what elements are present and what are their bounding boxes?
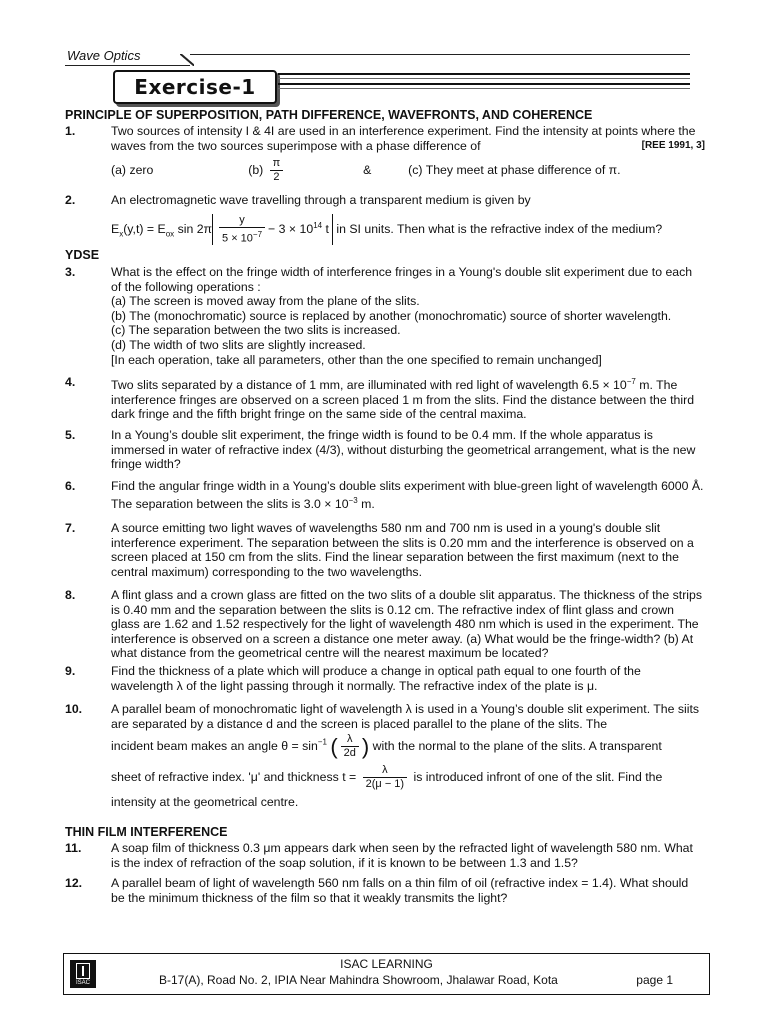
question-text: Find the thickness of a plate which will produce a change in optical path equal to one fourth of the wavelength λ of the light passing through it normally. The refractive index of the plate is μ. [111,664,641,693]
question-text: Two sources of intensity I & 4I are used in an interference experiment. Find the intensity at points where the waves from the two sources superimpose with a phase difference of [111,124,696,153]
question-number: 12. [65,876,83,890]
question-5 [65,428,705,472]
header-rule-top [190,54,690,55]
question-4: 4. Two slits separated by a distance of 1 mm, are illuminated with red light of wavelength $6.5 \times 10^{-7}$ m. The interference fringes are observed on a screen placed 1 m from the slits. Find the distance between the third dark fringe and the fifth bright fringe on the same side of the central maxima. [65,375,695,422]
isac-logo-icon: ISAC [70,960,96,988]
question-text: A parallel beam of light of wavelength 560 nm falls on a thin film of oil (refractive index = 1.4). What should be the minimum thickness of the film so that it weakly transmits the light? [111,876,689,905]
chapter-title: Wave Optics [67,48,141,63]
list-item: (b) The (monochromatic) source is replaced by another (monochromatic) source of shorter wavelength. [111,308,672,323]
footer-org: ISAC LEARNING [340,957,433,971]
question-text: A soap film of thickness 0.3 μm appears dark when seen by the refracted light of wavelength 580 nm. What is the index of refraction of the soap solution, if it is known to be between 1.3 and 1.5? [111,841,693,870]
fraction: $\frac{\lambda}{2(\mu - 1)}$ [363,764,407,791]
question-1 [65,124,705,184]
question-7 [65,521,705,579]
question-number: 9. [65,664,76,678]
exercise-title: Exercise-1 [134,75,256,99]
question-number: 5. [65,428,76,442]
question-number: 1. [65,124,76,138]
section-heading: PRINCIPLE OF SUPERPOSITION, PATH DIFFERENCE, WAVEFRONTS, AND COHERENCE [65,108,593,122]
header-rule [65,65,190,66]
question-number: 10. [65,702,83,716]
option-c: (c) They meet at phase difference of π. [408,162,621,177]
footer [63,953,710,995]
list-item: (d) The width of two slits are slightly increased. [111,337,366,352]
question-number: 4. [65,375,76,389]
option-a: (a) zero [111,162,154,177]
fraction: $\frac{\pi}{2}$ [270,157,284,184]
question-text: What is the effect on the fringe width of interference fringes in a Young's double slit experiment due to each of the following operations : [111,265,693,294]
reference-tag: [REE 1991, 3] [641,139,705,151]
question-6: 6. Find the angular fringe width in a Young’s double slits experiment with blue-green light of wavelength 6000 Å. The separation between the slits is $3.0 \times 10^{-3}$ m. [65,479,704,511]
question-text: A parallel beam of monochromatic light of wavelength λ is used in a Young’s double slit experiment. The siits are separated by a distance d and the screen is placed parallel to the plane of the slits. The [111,702,700,731]
list-item: (a) The screen is moved away from the plane of the slits. [111,294,420,309]
question-9 [65,664,705,693]
exercise-title-box [113,70,277,104]
question-8 [65,588,705,661]
question-number: 6. [65,479,76,493]
question-3 [65,265,705,367]
question-text: In a Young’s double slit experiment, the fringe width is found to be 0.4 mm. If the whole apparatus is immersed in water of refractive index (4/3), without disturbing the geometrical arrangement, what is the new fringe width? [111,428,696,472]
wave-equation: $E_x(y,t) = E_{ox}$ sin 2π $\frac{y}{5 \times 10^{-7}}$ − $3 \times 10^{14}$ t in SI units. Then what is the refractive index of the medium? [111,213,663,245]
question-text: An electromagnetic wave travelling through a transparent medium is given by [111,193,531,207]
question-number: 11. [65,841,82,855]
question-number: 7. [65,521,76,535]
question-text: A flint glass and a crown glass are fitted on the two slits of a double slit apparatus. The thickness of the strips is 0.40 mm and the separation between the slits is 0.12 cm. The refractive index of flint glass and crown glass are 1.62 and 1.52 respectively for the light of wavelength 480 nm which is used in the experiment. The interference is observed on a screen a distance one meter away. (a) What would be the fringe-width? (b) At what distance from the geometrical centre will the nearest maximum be located? [111,588,703,661]
note: [In each operation, take all parameters, other than the one specified to remain unchanged] [111,352,602,367]
title-rules [278,73,690,97]
question-11 [65,841,705,870]
question-12 [65,876,705,905]
header-rule-slant [180,54,194,66]
section-heading: YDSE [65,248,100,262]
section-heading: THIN FILM INTERFERENCE [65,825,228,839]
question-10: 10. A parallel beam of monochromatic light of wavelength λ is used in a Young’s double slit experiment. The siits are separated by a distance d and the screen is placed parallel to the plane of the slits. The incident beam makes an angle $\theta = \sin^{-1}$ ( $\frac{\lambda}{2d}$ ) with the normal to the plane of the slits. A transparent sheet of refractive index. 'μ' and thickness t = $\frac{\lambda}{2(\mu - 1)}$ is introduced infront of one of the slit. Find the intensity at the geometrical centre. [65,702,705,810]
question-number: 3. [65,265,76,279]
option-b: (b) [248,162,264,177]
list-item: (c) The separation between the two slits is increased. [111,323,401,338]
footer-address: B-17(A), Road No. 2, IPIA Near Mahindra Showroom, Jhalawar Road, Kota [159,973,558,987]
fraction: $\frac{\lambda}{2d}$ [341,733,359,760]
question-2 [65,193,705,245]
question-number: 2. [65,193,76,207]
ampersand: & [363,162,372,177]
question-number: 8. [65,588,76,602]
page-number: page 1 [636,973,673,987]
question-text: A source emitting two light waves of wavelengths 580 nm and 700 nm is used in a young's double slit interference experiment. The separation between the slits is 0.20 mm and the interference is observed on a screen placed at 150 cm from the slits. Find the linear separation between the first maximum (next to the central maximum) corresponding to the two wavelengths. [111,521,694,579]
